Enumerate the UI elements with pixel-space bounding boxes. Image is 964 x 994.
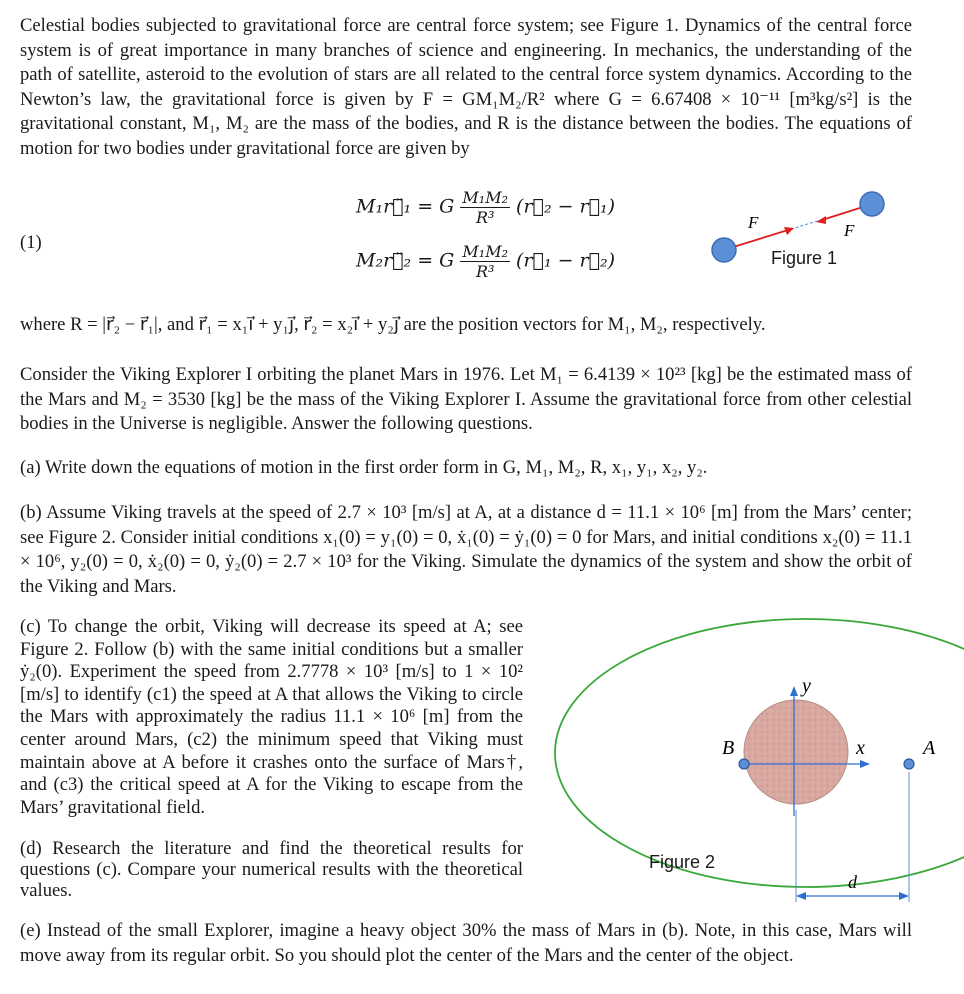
label-b: B: [722, 737, 735, 759]
question-c: (c) To change the orbit, Viking will decrease its speed at A; see Figure 2. Follow (b) with the same initial conditions but a smaller ẏ₂(0). Experiment the speed from 2.7778 × 10³ [m/s] to 1 × 10² [m/s] to identify (c1) the speed at A that allows the Viking to circle the Mars with approximately the radius 11.1 × 10⁶ [m] from the center around Mars, (c2) the minimum speed that Viking must maintain above at A before it crashes onto the surface of Mars†, and (c3) the critical speed at A for the Viking to escape from the Mars’ gravitational field.: [20, 616, 523, 818]
point-a-icon: [904, 759, 914, 769]
distance-d-arrowhead-right: [899, 892, 909, 900]
question-a: (a) Write down the equations of motion in the first order form in G, M₁, M₂, R, x₁, y₁, x₂, y₂.: [20, 457, 708, 478]
label-y: y: [802, 675, 811, 697]
equation-2: [356, 242, 615, 281]
figure-1-caption: Figure 1: [771, 248, 838, 268]
mars-icon: [744, 700, 848, 804]
figure-2-caption: Figure 2: [649, 852, 716, 872]
force-arrow-right: [822, 206, 866, 220]
force-arrowhead-left: [784, 227, 794, 235]
figure-1: [700, 184, 900, 284]
intro-paragraph: Celestial bodies subjected to gravitational force are central force system; see Figure 1. Dynamics of the central force system is of great importance in many branches of science and engineering. In mechanics, the understanding of the path of satellite, asteroid to the evolution of stars are all related to the central force system dynamics. According to the Newton’s law, the gravitational force is given by F = GM₁M₂/R² where G = 6.67408 × 10⁻¹¹ [m³kg/s²] is the gravitational constant, M₁, M₂ are the mass of the bodies, and R is the distance between the bodies. The equations of motion for two bodies under gravitational force are given by: [20, 15, 912, 159]
label-x: x: [856, 737, 865, 759]
force-arrowhead-right: [816, 216, 826, 224]
question-e: (e) Instead of the small Explorer, imagine a heavy object 30% the mass of Mars in (b). Note, in this case, Mars will move away from its regular orbit. So you should plot the center of the Mars and the center of the object.: [20, 920, 912, 966]
x-axis-arrowhead: [860, 760, 870, 768]
eq1-denominator: R³: [475, 208, 495, 227]
distance-d-arrowhead-left: [796, 892, 806, 900]
body-1-icon: [712, 238, 736, 262]
viking-paragraph: Consider the Viking Explorer I orbiting the planet Mars in 1976. Let M₁ = 6.4139 × 10²³ [kg] be the estimated mass of the Mars and M₂ = 3530 [kg] be the mass of the Viking Explorer I. Assume the gravitational force from other celestial bodies in the Universe is negligible. Answer the following questions.: [20, 364, 912, 435]
point-b-icon: [739, 759, 749, 769]
question-d: (d) Research the literature and find the theoretical results for questions (c). Compare your numerical results with the theoretical values.: [20, 838, 523, 901]
force-label-right: F: [844, 221, 855, 240]
eq1-lhs: M₁r⃗̈₁ = G: [356, 195, 455, 218]
eq2-denominator: R³: [475, 262, 495, 281]
where-paragraph: where R = |r⃗₂ − r⃗₁|, and r⃗₁ = x₁ı⃗ + y₁ȷ⃗, r⃗₂ = x₂ı⃗ + y₂ȷ⃗ are the position vectors for M₁, M₂, respectively.: [20, 314, 766, 335]
question-b: (b) Assume Viking travels at the speed of 2.7 × 10³ [m/s] at A, at a distance d = 11.1 × 10⁶ [m] from the Mars’ center; see Figure 2. Consider initial conditions x₁(0) = y₁(0) = 0, ẋ₁(0) = ẏ₁(0) = 0 for Mars, and initial conditions x₂(0) = 11.1 × 10⁶, y₂(0) = 0, ẋ₂(0) = 0, ẏ₂(0) = 2.7 × 10³ for the Viking. Simulate the dynamics of the system and show the orbit of the Viking and Mars.: [20, 502, 912, 597]
eq1-fraction: [460, 188, 510, 227]
eq2-fraction: [460, 242, 510, 281]
label-a: A: [923, 737, 936, 759]
force-arrow-left: [730, 230, 788, 248]
equation-number: (1): [20, 232, 42, 253]
eq2-numerator: M₁M₂: [462, 242, 508, 261]
equation-1: [356, 188, 615, 227]
eq1-numerator: M₁M₂: [462, 188, 508, 207]
figure-2: [520, 616, 964, 916]
y-axis-arrowhead: [790, 686, 798, 696]
eq2-lhs: M₂r⃗̈₂ = G: [356, 249, 455, 272]
eq2-rhs: (r⃗₁ − r⃗₂): [516, 249, 616, 272]
label-d: d: [848, 872, 857, 892]
body-2-icon: [860, 192, 884, 216]
force-label-left: F: [748, 213, 759, 232]
eq1-rhs: (r⃗₂ − r⃗₁): [516, 195, 616, 218]
